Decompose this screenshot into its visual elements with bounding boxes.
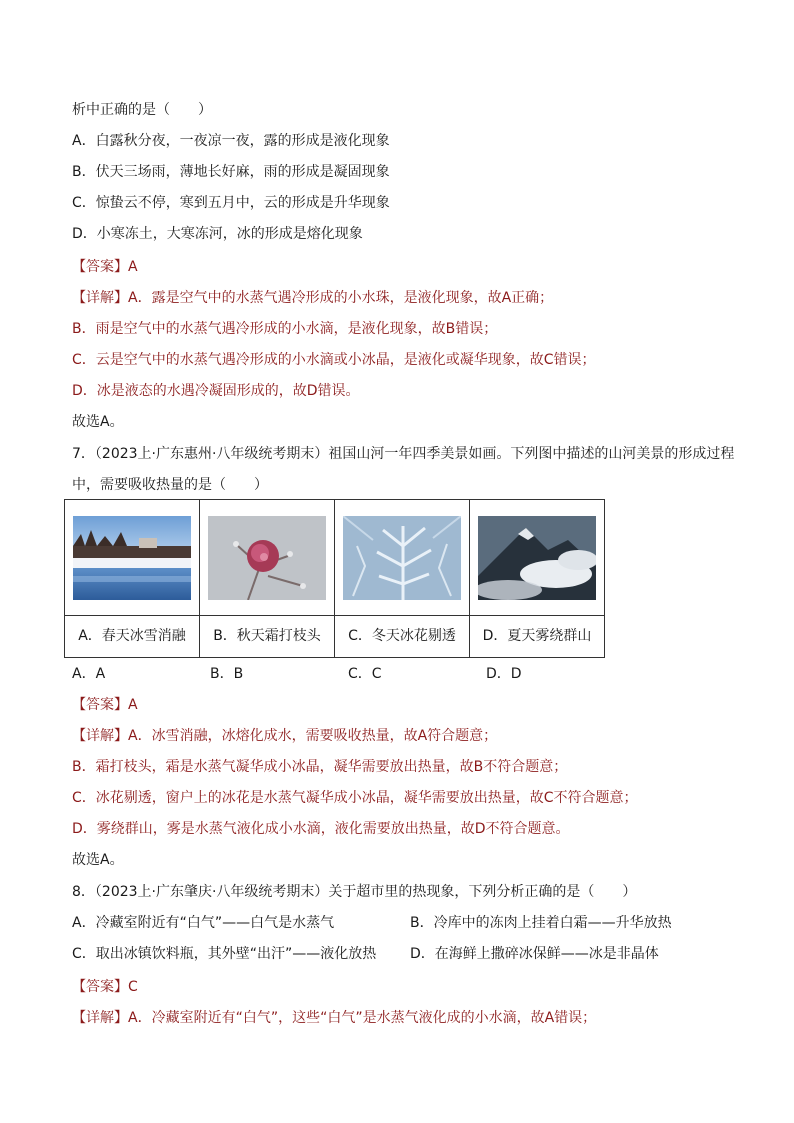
q7-caption-d: D．夏天雾绕群山: [470, 616, 605, 658]
snow-river-photo: [73, 516, 191, 600]
q7-detail-a: [72, 726, 497, 746]
q7-choice-d: D．D: [486, 666, 522, 682]
q6-option-c: C．惊蛰云不停，寒到五月中，云的形成是升华现象: [72, 195, 390, 211]
detail-tag: 【详解】: [72, 728, 128, 744]
q7-detail-b: B．霜打枝头，霜是水蒸气凝华成小冰晶，凝华需要放出热量，故B不符合题意；: [72, 759, 568, 775]
q8-answer: [72, 977, 138, 997]
q7-image-table: [64, 499, 605, 658]
q7-choice-a: A．A: [72, 666, 106, 682]
q8-stem: 8．（2023上·广东肇庆·八年级统考期末）关于超市里的热现象，下列分析正确的是（ ）: [72, 884, 637, 900]
ice-crystal-photo: [343, 516, 461, 600]
q7-choice-c: C．C: [348, 666, 382, 682]
q7-detail-d: D．雾绕群山，雾是水蒸气液化成小水滴，液化需要放出热量，故D不符合题意。: [72, 821, 570, 837]
q7-detail-c: C．冰花剔透，窗户上的冰花是水蒸气凝华成小冰晶，凝华需要放出热量，故C不符合题意；: [72, 790, 638, 806]
detail-text: A．冰雪消融，冰熔化成水，需要吸收热量，故A符合题意；: [128, 728, 498, 744]
detail-text: A．冷藏室附近有“白气”，这些“白气”是水蒸气液化成的小水滴，故A错误；: [128, 1010, 597, 1026]
q6-option-d: D．小寒冻土，大寒冻河，冰的形成是熔化现象: [72, 226, 363, 242]
answer-tag: 【答案】: [72, 979, 128, 995]
q8-option-a: A．冷藏室附近有“白气”——白气是水蒸气: [72, 915, 335, 931]
q8-option-b: B．冷库中的冻肉上挂着白霜——升华放热: [410, 915, 672, 931]
q8-option-c: C．取出冰镇饮料瓶，其外壁“出汗”——液化放热: [72, 946, 377, 962]
q7-conclusion: 故选A。: [72, 852, 124, 868]
answer-tag: 【答案】: [72, 697, 128, 713]
q7-image-cell-b: [200, 500, 335, 616]
q7-answer: [72, 695, 138, 715]
q7-caption-b: B．秋天霜打枝头: [200, 616, 335, 658]
detail-text: A．露是空气中的水蒸气遇冷形成的小水珠，是液化现象，故A正确；: [128, 290, 554, 306]
q7-image-cell-c: [335, 500, 470, 616]
answer-value: A: [128, 259, 138, 275]
q7-stem-line1: 7．（2023上·广东惠州·八年级统考期末）祖国山河一年四季美景如画。下列图中描述的山河美景的形成过程: [72, 446, 735, 462]
q7-choice-b: B．B: [210, 666, 244, 682]
q6-detail-d: D．冰是液态的水遇冷凝固形成的，故D错误。: [72, 383, 360, 399]
q6-detail-c: C．云是空气中的水蒸气遇冷形成的小水滴或小冰晶，是液化或凝华现象，故C错误；: [72, 352, 596, 368]
q6-detail-a: [72, 288, 553, 308]
q7-image-cell-d: [470, 500, 605, 616]
answer-tag: 【答案】: [72, 259, 128, 275]
q6-option-a: A．白露秋分夜，一夜凉一夜，露的形成是液化现象: [72, 133, 390, 149]
answer-value: C: [128, 979, 138, 995]
q6-detail-b: B．雨是空气中的水蒸气遇冷形成的小水滴，是液化现象，故B错误；: [72, 321, 498, 337]
fog-mountain-photo: [478, 516, 596, 600]
detail-tag: 【详解】: [72, 1010, 128, 1026]
q8-option-d: D．在海鲜上撒碎冰保鲜——冰是非晶体: [410, 946, 659, 962]
q7-image-cell-a: [65, 500, 200, 616]
q6-conclusion: 故选A。: [72, 414, 124, 430]
q6-answer: [72, 257, 138, 277]
q7-caption-a: A．春天冰雪消融: [65, 616, 200, 658]
q7-caption-c: C．冬天冰花剔透: [335, 616, 470, 658]
q6-stem-tail: 析中正确的是（ ）: [72, 102, 212, 118]
detail-tag: 【详解】: [72, 290, 128, 306]
q6-option-b: B．伏天三场雨，薄地长好麻，雨的形成是凝固现象: [72, 164, 390, 180]
answer-value: A: [128, 697, 138, 713]
q7-stem-line2: 中，需要吸收热量的是（ ）: [72, 477, 268, 493]
frosted-rose-photo: [208, 516, 326, 600]
q8-detail-a: [72, 1008, 596, 1028]
